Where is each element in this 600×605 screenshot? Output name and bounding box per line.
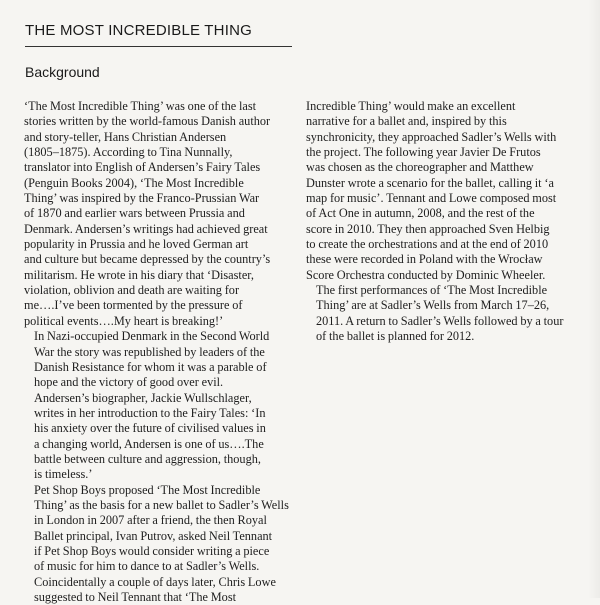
text-line: me….I’ve been tormented by the pressure of bbox=[24, 298, 243, 313]
text-line: Thing’ are at Sadler’s Wells from March 17–26, bbox=[316, 298, 550, 313]
text-line: political events….My heart is breaking!’ bbox=[24, 313, 224, 328]
text-line: of music for him to dance to at Sadler’s Wells. bbox=[34, 559, 260, 574]
text-line: ‘The Most Incredible Thing’ was one of the last bbox=[24, 99, 257, 113]
paragraph bbox=[24, 99, 296, 329]
text-line: Pet Shop Boys proposed ‘The Most Incredible bbox=[34, 482, 261, 497]
text-line: Ballet principal, Ivan Putrov, asked Neil Tennant bbox=[34, 528, 273, 543]
text-line: suggested to Neil Tennant that ‘The Most bbox=[34, 590, 237, 604]
text-line: War the story was republished by leaders of the bbox=[34, 344, 265, 359]
title-divider bbox=[25, 46, 292, 47]
page-title: THE MOST INCREDIBLE THING bbox=[25, 22, 252, 39]
text-line: these were recorded in Poland with the Wrocław bbox=[306, 252, 543, 267]
paragraph bbox=[306, 283, 574, 344]
text-line: of the ballet is planned for 2012. bbox=[316, 329, 475, 344]
paragraph bbox=[306, 99, 574, 283]
page-edge-shadow bbox=[588, 0, 600, 598]
text-line: of Act One in autumn, 2008, and the rest of the bbox=[306, 206, 535, 221]
text-line: writes in her introduction to the Fairy Tales: ‘In bbox=[34, 405, 266, 420]
text-line: narrative for a ballet and, inspired by this bbox=[306, 114, 507, 129]
text-line: and culture but became depressed by the country’s bbox=[24, 252, 271, 267]
text-line: Thing’ was inspired by the Franco-Prussian War bbox=[24, 191, 260, 206]
text-line: Score Orchestra conducted by Dominic Wheeler. bbox=[306, 267, 546, 282]
text-line: violation, oblivion and death are waiting for bbox=[24, 283, 240, 298]
text-line: Denmark. Andersen’s writings had achieved great bbox=[24, 221, 268, 236]
text-line: Andersen’s biographer, Jackie Wullschlager, bbox=[34, 390, 252, 405]
right-text-column bbox=[306, 99, 574, 345]
text-line: to create the orchestrations and at the end of 2010 bbox=[306, 237, 549, 252]
text-line: the project. The following year Javier De Frutos bbox=[306, 145, 541, 160]
left-text-column bbox=[24, 99, 296, 605]
text-line: militarism. He wrote in his diary that ‘Disaster, bbox=[24, 267, 254, 282]
text-line: In Nazi-occupied Denmark in the Second World bbox=[34, 329, 270, 344]
text-line: a changing world, Andersen is one of us….The bbox=[34, 436, 264, 451]
text-line: is timeless.’ bbox=[34, 467, 93, 482]
text-line: in London in 2007 after a friend, the then Royal bbox=[34, 513, 267, 528]
text-line: Coincidentally a couple of days later, Chris Lowe bbox=[34, 574, 276, 589]
section-heading: Background bbox=[25, 64, 100, 80]
text-line: (1805–1875). According to Tina Nunnally, bbox=[24, 145, 233, 160]
text-line: score in 2010. They then approached Sven Helbig bbox=[306, 221, 550, 236]
text-line: his anxiety over the future of civilised values in bbox=[34, 421, 266, 436]
text-line: translator into English of Andersen’s Fairy Tales bbox=[24, 160, 261, 175]
text-line: and story-teller, Hans Christian Andersen bbox=[24, 129, 227, 144]
text-line: synchronicity, they approached Sadler’s Wells with bbox=[306, 129, 557, 144]
text-line: 2011. A return to Sadler’s Wells followed by a tour bbox=[316, 313, 564, 328]
text-line: Incredible Thing’ would make an excellent bbox=[306, 99, 516, 113]
text-line: Dunster wrote a scenario for the ballet, calling it ‘a bbox=[306, 175, 554, 190]
text-line: was chosen as the choreographer and Matthew bbox=[306, 160, 534, 175]
text-line: Danish Resistance for whom it was a parable of bbox=[34, 359, 267, 374]
text-line: map for music’. Tennant and Lowe composed most bbox=[306, 191, 557, 206]
text-line: battle between culture and aggression, though, bbox=[34, 451, 261, 466]
text-line: stories written by the world-famous Danish author bbox=[24, 114, 271, 129]
text-line: of 1870 and earlier wars between Prussia and bbox=[24, 206, 245, 221]
text-line: popularity in Prussia and he loved German art bbox=[24, 237, 249, 252]
text-line: hope and the victory of good over evil. bbox=[34, 375, 224, 390]
paragraph bbox=[24, 391, 296, 483]
text-line: if Pet Shop Boys would consider writing a piece bbox=[34, 543, 270, 558]
text-line: (Penguin Books 2004), ‘The Most Incredible bbox=[24, 175, 244, 190]
paragraph bbox=[24, 483, 296, 605]
paragraph bbox=[24, 329, 296, 390]
text-line: The first performances of ‘The Most Incredible bbox=[316, 283, 548, 298]
text-line: Thing’ as the basis for a new ballet to Sadler’s Wells bbox=[34, 497, 289, 512]
